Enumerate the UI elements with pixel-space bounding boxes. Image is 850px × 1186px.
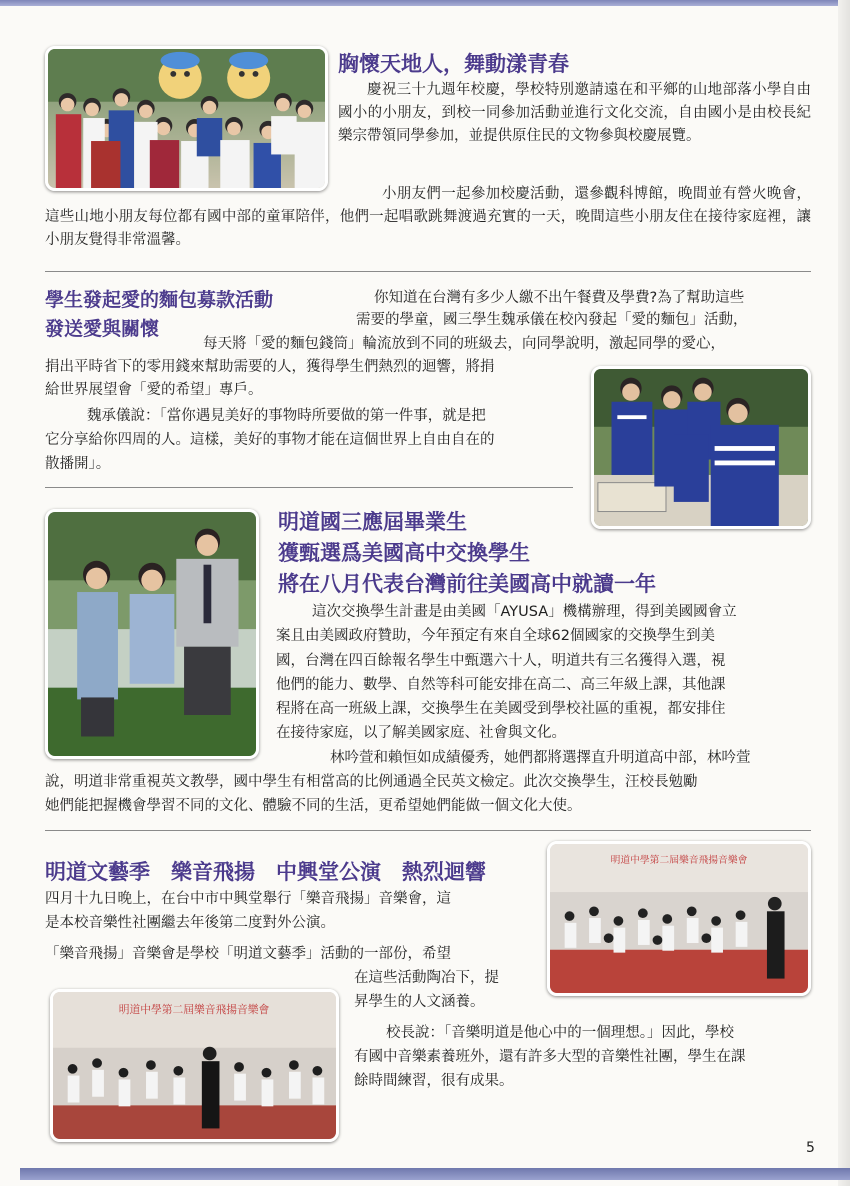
top-color-band (0, 0, 850, 6)
section-divider (45, 487, 573, 488)
article2-line: 你知道在台灣有多少人繳不出午餐費及學費?為了幫助這些 (374, 290, 745, 306)
article3-line: 說，明道非常重視英文教學，國中學生有相當高的比例通過全民英文檢定。此次交換學生，汪校長勉勵 (45, 774, 698, 790)
article4-line: 校長說：「音樂明道是他心中的一個理想。」因此，學校 (386, 1025, 734, 1041)
article2-line: 捐出平時省下的零用錢來幫助需要的人，獲得學生們熱烈的迴響，將捐 (45, 359, 495, 375)
photo-concert-stage-left (50, 989, 339, 1142)
article2-line: 給世界展望會「愛的希望」專戶。 (45, 382, 263, 398)
article2-line: 散播開」。 (45, 456, 111, 472)
article2-line: 需要的學童，國三學生魏承儀在校內發起「愛的麵包」活動， (356, 312, 748, 328)
photo-exchange-students (45, 509, 259, 759)
article1-title: 胸懷天地人，舞動漾青春 (338, 52, 569, 76)
photo-students-bread-campaign (591, 366, 811, 529)
article2-line: 它分享給你四周的人。這樣，美好的事物才能在這個世界上自由自在的 (45, 432, 495, 448)
article2-line: 魏承儀說：「當你遇見美好的事物時所要做的第一件事，就是把 (87, 408, 486, 424)
article4-line: 昇學生的人文涵養。 (354, 994, 485, 1010)
page-edge-shadow (838, 0, 850, 1186)
article3-line: 案且由美國政府贊助，今年預定有來自全球62個國家的交換學生到美 (276, 628, 715, 644)
article4-line: 四月十九日晚上，在台中市中興堂舉行「樂音飛揚」音樂會，這 (45, 891, 451, 907)
article3-line: 林吟萱和賴恒如成績優秀，她們都將選擇直升明道高中部，林吟萱 (330, 750, 751, 766)
article2-line: 每天將「愛的麵包錢筒」輪流放到不同的班級去，向同學說明，激起同學的愛心， (203, 336, 725, 352)
photo-school-anniversary-children (45, 46, 328, 191)
article4-line: 有國中音樂素養班外，還有許多大型的音樂性社團，學生在課 (354, 1049, 746, 1065)
concert-banner-left: 明道中學第二屆樂音飛揚音樂會 (118, 1003, 270, 1017)
article3-line: 這次交換學生計畫是由美國「AYUSA」機構辦理，得到美國國會立 (312, 604, 737, 620)
concert-banner-right: 明道中學第二屆樂音飛揚音樂會 (610, 855, 748, 867)
article4-title: 明道文藝季 樂音飛揚 中興堂公演 熱烈迴響 (45, 860, 486, 884)
article3-line: 國，台灣在四百餘報名學生中甄選六十人，明道共有三名獲得入選，視 (276, 653, 726, 669)
photo-concert-stage-right (547, 841, 811, 996)
article4-line: 餘時間練習，很有成果。 (354, 1073, 514, 1089)
article3-title-line1: 明道國三應屆畢業生 (278, 510, 467, 534)
article3-title-line2: 獲甄選爲美國高中交換學生 (278, 541, 530, 565)
article4-line: 「樂音飛揚」音樂會是學校「明道文藝季」活動的一部份，希望 (45, 946, 451, 962)
section-divider (45, 271, 811, 272)
article3-line: 她們能把握機會學習不同的文化、體驗不同的生活，更希望她們能做一個文化大使。 (45, 798, 582, 814)
article3-title-line3: 將在八月代表台灣前往美國高中就讀一年 (278, 572, 656, 596)
article3-line: 他們的能力、數學、自然等科可能安排在高二、高三年級上課，其他課 (276, 677, 726, 693)
article3-line: 在接待家庭，以了解美國家庭、社會與文化。 (276, 725, 566, 741)
article4-line: 是本校音樂性社團繼去年後第二度對外公演。 (45, 915, 335, 931)
bottom-color-band (20, 1168, 850, 1180)
article1-paragraph2: 小朋友們一起參加校慶活動，還參觀科博館，晚間並有營火晚會，這些山地小朋友每位都有國中部的童軍陪伴，他們一起唱歌跳舞渡過充實的一天，晚間這些小朋友住在接待家庭裡，讓小朋友覺得非常溫馨。 (45, 186, 811, 248)
section-divider (45, 830, 811, 831)
page-number: 5 (806, 1140, 815, 1156)
article2-title-line1: 學生發起愛的麵包募款活動 (45, 289, 274, 311)
article1-paragraph1: 慶祝三十九週年校慶，學校特別邀請遠在和平鄉的山地部落小學自由國小的小朋友，到校一同參加活動並進行文化交流，自由國小是由校長紀樂宗帶領同學參加，並提供原住民的文物參與校慶展覽。 (338, 82, 811, 144)
article2-title-line2: 發送愛與關懷 (45, 318, 160, 340)
article4-line: 在這些活動陶冶下，提 (354, 970, 499, 986)
article3-line: 程將在高一班級上課，交換學生在美國受到學校社區的重視，都安排住 (276, 701, 726, 717)
